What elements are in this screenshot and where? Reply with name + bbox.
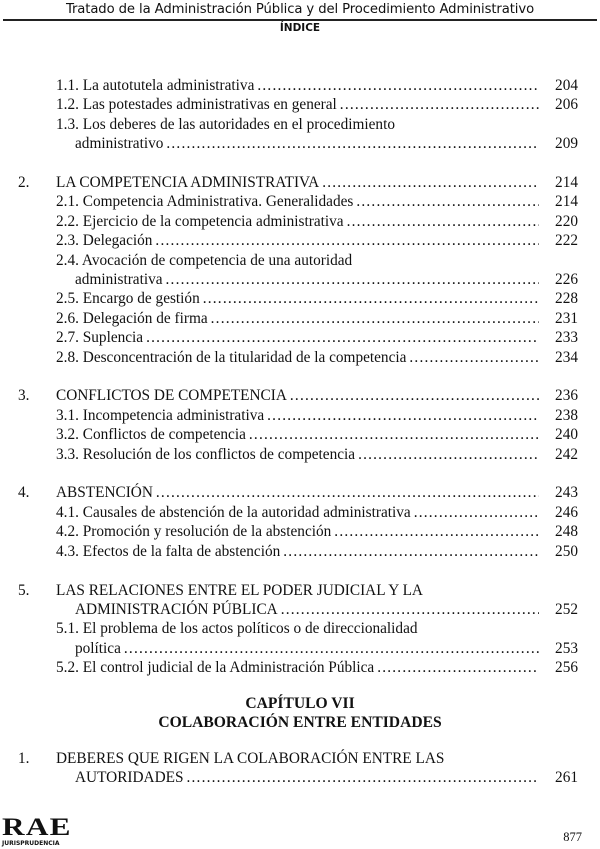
entry-title: 4.1. Causales de abstención de la autoridad administrativa <box>56 503 411 521</box>
entry-title: 5.2. El control judicial de la Administración Pública <box>56 659 375 677</box>
entry-page: 242 <box>555 445 578 463</box>
entry-page: 248 <box>555 523 578 541</box>
toc-entry[interactable] <box>0 309 600 328</box>
entry-page: 252 <box>555 600 578 618</box>
entry-page: 206 <box>555 96 578 114</box>
toc-entry[interactable] <box>0 115 600 154</box>
page-number: 877 <box>563 830 582 844</box>
dot-leader <box>156 483 539 502</box>
chapter-number: CAPÍTULO VII <box>245 694 355 712</box>
toc-entry[interactable] <box>0 173 600 192</box>
dot-leader <box>155 231 539 250</box>
entry-title: 2.8. Desconcentración de la titularidad de la competencia <box>56 348 407 366</box>
entry-title: DEBERES QUE RIGEN LA COLABORACIÓN ENTRE LAS <box>56 749 445 767</box>
entry-title: 3.3. Resolución de los conflictos de competencia <box>56 445 356 463</box>
entry-page: 243 <box>555 484 578 502</box>
entry-title: 3.2. Conflictos de competencia <box>56 426 246 444</box>
toc-entry[interactable] <box>0 445 600 464</box>
entry-page: 250 <box>555 542 578 560</box>
entry-title: LAS RELACIONES ENTRE EL PODER JUDICIAL Y LA <box>56 581 423 599</box>
section-label: ÍNDICE <box>279 22 321 34</box>
entry-number: 1. <box>18 749 30 767</box>
chapter-title: COLABORACIÓN ENTRE ENTIDADES <box>158 714 442 732</box>
entry-page: 253 <box>555 639 578 657</box>
toc-entry[interactable] <box>0 251 600 290</box>
entry-line <box>0 406 600 425</box>
entry-line <box>0 483 600 502</box>
dot-leader <box>358 445 539 464</box>
entry-title: 4.2. Promoción y resolución de la abstención <box>56 523 332 541</box>
entry-title: 2.2. Ejercicio de la competencia administrativa <box>56 212 344 230</box>
entry-title: AUTORIDADES <box>75 769 184 787</box>
entry-line <box>0 600 600 619</box>
entry-line <box>0 76 600 95</box>
entry-title: política <box>75 639 121 657</box>
entry-line <box>0 639 600 658</box>
dot-leader <box>356 192 539 211</box>
toc-entry[interactable] <box>0 425 600 444</box>
entry-page: 209 <box>555 135 578 153</box>
dot-leader <box>166 270 539 289</box>
entry-line <box>0 445 600 464</box>
toc-entry[interactable] <box>0 192 600 211</box>
entry-page: 256 <box>555 659 578 677</box>
dot-leader <box>124 639 539 658</box>
entry-page: 204 <box>555 77 578 94</box>
logo-text: RAE <box>2 814 72 841</box>
dot-leader <box>166 134 539 153</box>
entry-page: 214 <box>555 193 578 211</box>
entry-line <box>0 192 600 211</box>
entry-page: 222 <box>555 232 578 250</box>
dot-leader <box>267 406 539 425</box>
entry-line <box>0 328 600 347</box>
entry-page: 234 <box>555 348 578 366</box>
entry-line <box>0 212 600 231</box>
entry-page: 220 <box>555 212 578 230</box>
entry-number: 3. <box>18 387 30 405</box>
toc-entry[interactable] <box>0 542 600 561</box>
table-of-contents <box>0 76 600 788</box>
dot-leader <box>281 600 539 619</box>
dot-leader <box>249 425 539 444</box>
entry-title: 5.1. El problema de los actos políticos o de direccionalidad <box>56 620 418 638</box>
entry-number: 5. <box>18 581 30 599</box>
entry-line <box>0 251 600 270</box>
entry-title: 2.5. Encargo de gestión <box>56 290 200 308</box>
entry-page: 214 <box>555 174 578 192</box>
toc-entry[interactable] <box>0 76 600 95</box>
entry-title: administrativo <box>75 135 164 153</box>
toc-entry[interactable] <box>0 406 600 425</box>
chapter-entries <box>0 749 600 788</box>
entry-title: 4.3. Efectos de la falta de abstención <box>56 542 281 560</box>
dot-leader <box>340 95 539 114</box>
toc-entry[interactable] <box>0 348 600 367</box>
entry-page: 246 <box>555 503 578 521</box>
entry-line <box>0 309 600 328</box>
entry-line <box>0 173 600 192</box>
dot-leader <box>283 542 539 561</box>
toc-entry[interactable] <box>0 231 600 250</box>
entry-line <box>0 289 600 308</box>
toc-entry[interactable] <box>0 483 600 502</box>
entry-page: 236 <box>555 387 578 405</box>
toc-entry[interactable] <box>0 749 600 788</box>
logo-subtext: JURISPRUDENCIA <box>2 840 60 847</box>
entry-page: 231 <box>555 309 578 327</box>
entry-title: 1.1. La autotutela administrativa <box>56 77 255 94</box>
dot-leader <box>322 173 539 192</box>
entry-number: 2. <box>18 174 30 192</box>
entry-line <box>0 658 600 677</box>
dot-leader <box>334 522 539 541</box>
entry-title: LA COMPETENCIA ADMINISTRATIVA <box>56 174 320 192</box>
entry-title: 1.2. Las potestades administrativas en general <box>56 96 337 114</box>
entry-line <box>0 270 600 289</box>
toc-entry[interactable] <box>0 212 600 231</box>
entry-line <box>0 231 600 250</box>
toc-entry[interactable] <box>0 386 600 405</box>
entry-title: ADMINISTRACIÓN PÚBLICA <box>75 600 278 618</box>
entry-title: 2.4. Avocación de competencia de una autoridad <box>56 251 353 269</box>
dot-leader <box>290 386 539 405</box>
dot-leader <box>187 768 540 787</box>
entry-page: 240 <box>555 426 578 444</box>
dot-leader <box>203 289 539 308</box>
entry-line <box>0 542 600 561</box>
entry-title: ABSTENCIÓN <box>56 484 153 502</box>
entry-line <box>0 115 600 134</box>
toc-entry[interactable] <box>0 503 600 522</box>
entry-line <box>0 425 600 444</box>
entry-title: 1.3. Los deberes de las autoridades en el procedimiento <box>56 115 395 133</box>
running-header: Tratado de la Administración Pública y del Procedimiento Administrativo <box>65 2 535 17</box>
entry-title: administrativa <box>75 271 163 289</box>
entry-title: 2.6. Delegación de firma <box>56 309 208 327</box>
header-rule <box>3 19 597 21</box>
dot-leader <box>414 503 539 522</box>
entry-line <box>0 348 600 367</box>
toc-entry[interactable] <box>0 658 600 677</box>
toc-entry[interactable] <box>0 95 600 114</box>
dot-leader <box>146 328 539 347</box>
entry-title: 2.3. Delegación <box>56 232 153 250</box>
entry-page: 261 <box>555 769 578 787</box>
entry-line <box>0 503 600 522</box>
entry-page: 238 <box>555 406 578 424</box>
entry-line <box>0 522 600 541</box>
toc-entry[interactable] <box>0 522 600 541</box>
entry-title: CONFLICTOS DE COMPETENCIA <box>56 387 287 405</box>
toc-entry[interactable] <box>0 289 600 308</box>
toc-entry[interactable] <box>0 619 600 658</box>
entry-line <box>0 619 600 638</box>
entry-page: 226 <box>555 271 578 289</box>
entry-line <box>0 768 600 787</box>
dot-leader <box>409 348 539 367</box>
entry-title: 2.7. Suplencia <box>56 329 144 347</box>
entry-line <box>0 386 600 405</box>
toc-entry[interactable] <box>0 581 600 620</box>
entry-title: 3.1. Incompetencia administrativa <box>56 406 265 424</box>
toc-entry[interactable] <box>0 328 600 347</box>
toc-entries <box>0 76 600 678</box>
entry-line <box>0 749 600 768</box>
entry-line <box>0 134 600 153</box>
publisher-logo <box>2 814 72 847</box>
entry-page: 233 <box>555 329 578 347</box>
dot-leader <box>257 76 539 95</box>
dot-leader <box>377 658 539 677</box>
entry-line <box>0 95 600 114</box>
entry-page: 228 <box>555 290 578 308</box>
dot-leader <box>211 309 539 328</box>
entry-title: 2.1. Competencia Administrativa. Generalidades <box>56 193 354 211</box>
dot-leader <box>347 212 539 231</box>
entry-line <box>0 581 600 600</box>
entry-number: 4. <box>18 484 30 502</box>
